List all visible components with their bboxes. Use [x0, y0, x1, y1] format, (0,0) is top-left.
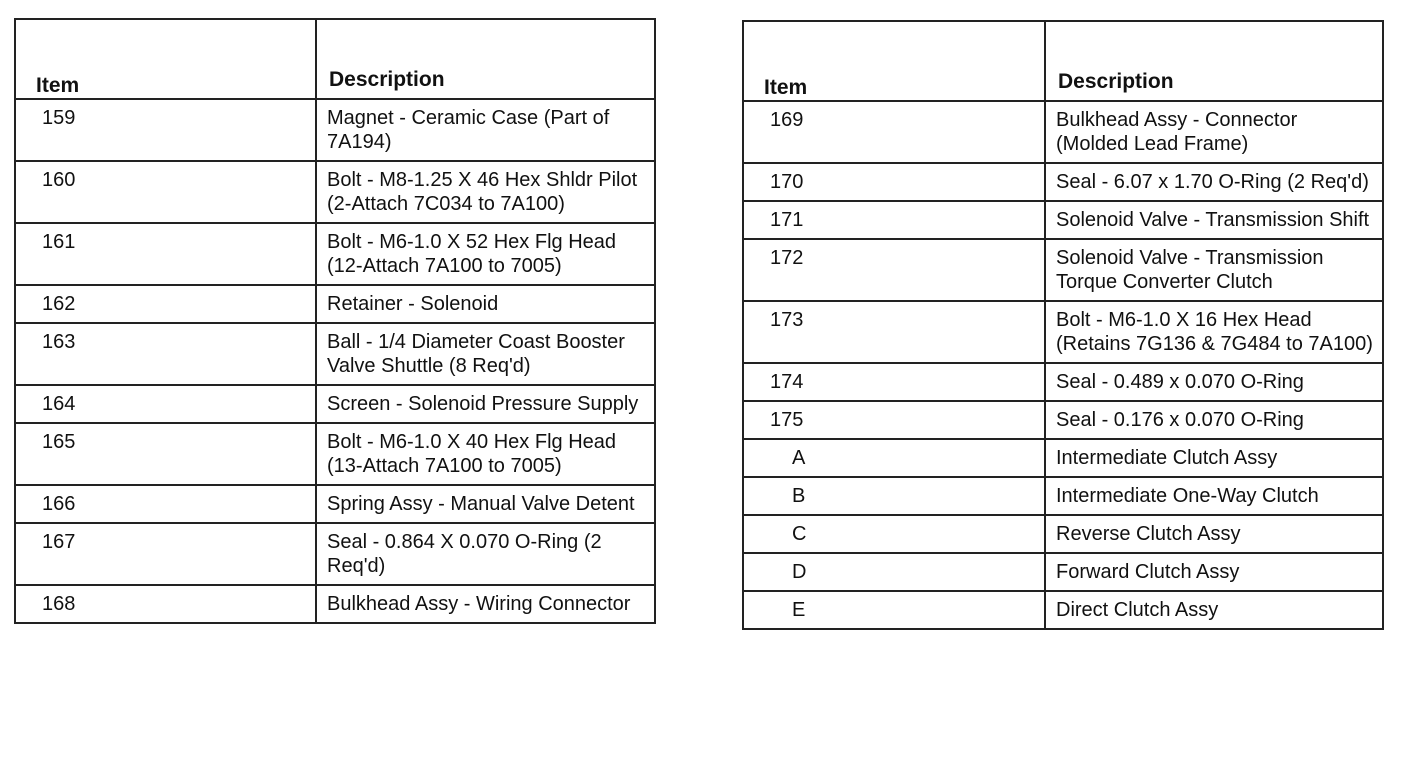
item-number: 162	[15, 285, 316, 323]
item-number: 164	[15, 385, 316, 423]
item-number: E	[743, 591, 1045, 629]
item-description: Bulkhead Assy - Connector (Molded Lead Frame)	[1045, 101, 1383, 163]
table-row	[15, 285, 655, 323]
table-row	[15, 585, 655, 623]
item-number: B	[743, 477, 1045, 515]
header-row	[15, 19, 655, 99]
item-description: Bolt - M6-1.0 X 40 Hex Flg Head (13-Attach 7A100 to 7005)	[316, 423, 655, 485]
table-row	[743, 477, 1383, 515]
item-description: Seal - 0.176 x 0.070 O-Ring	[1045, 401, 1383, 439]
table-row	[15, 323, 655, 385]
item-description: Seal - 6.07 x 1.70 O-Ring (2 Req'd)	[1045, 163, 1383, 201]
item-number: 174	[743, 363, 1045, 401]
item-description: Seal - 0.864 X 0.070 O-Ring (2 Req'd)	[316, 523, 655, 585]
item-number: 171	[743, 201, 1045, 239]
item-number: 165	[15, 423, 316, 485]
item-description: Magnet - Ceramic Case (Part of 7A194)	[316, 99, 655, 161]
item-description: Solenoid Valve - Transmission Shift	[1045, 201, 1383, 239]
item-description: Solenoid Valve - Transmission Torque Converter Clutch	[1045, 239, 1383, 301]
item-number: 160	[15, 161, 316, 223]
item-number: 170	[743, 163, 1045, 201]
item-number: 168	[15, 585, 316, 623]
item-number: D	[743, 553, 1045, 591]
item-description: Retainer - Solenoid	[316, 285, 655, 323]
table-row	[15, 423, 655, 485]
item-number: 159	[15, 99, 316, 161]
item-description: Bolt - M6-1.0 X 52 Hex Flg Head (12-Attach 7A100 to 7005)	[316, 223, 655, 285]
item-description: Screen - Solenoid Pressure Supply	[316, 385, 655, 423]
item-description: Seal - 0.489 x 0.070 O-Ring	[1045, 363, 1383, 401]
item-column-header: Item	[15, 19, 316, 99]
table-row	[743, 301, 1383, 363]
item-column-header: Item	[743, 21, 1045, 101]
item-number: 166	[15, 485, 316, 523]
item-number: 167	[15, 523, 316, 585]
table-row	[743, 553, 1383, 591]
item-description: Spring Assy - Manual Valve Detent	[316, 485, 655, 523]
item-number: 163	[15, 323, 316, 385]
table-row	[743, 201, 1383, 239]
table-row	[15, 385, 655, 423]
item-number: A	[743, 439, 1045, 477]
table-row	[743, 239, 1383, 301]
table-row	[743, 163, 1383, 201]
table-row	[743, 439, 1383, 477]
item-number: 161	[15, 223, 316, 285]
item-description: Intermediate Clutch Assy	[1045, 439, 1383, 477]
item-number: 175	[743, 401, 1045, 439]
parts-table-left	[14, 18, 656, 624]
item-description: Forward Clutch Assy	[1045, 553, 1383, 591]
table-row	[15, 485, 655, 523]
table-row	[15, 161, 655, 223]
item-number: 173	[743, 301, 1045, 363]
table-row	[743, 363, 1383, 401]
parts-table-right	[742, 20, 1384, 630]
item-number: 169	[743, 101, 1045, 163]
description-column-header: Description	[316, 19, 655, 99]
item-description: Intermediate One-Way Clutch	[1045, 477, 1383, 515]
item-description: Direct Clutch Assy	[1045, 591, 1383, 629]
table-row	[743, 101, 1383, 163]
table-row	[743, 515, 1383, 553]
table-row	[743, 401, 1383, 439]
table-row	[15, 223, 655, 285]
item-description: Bolt - M8-1.25 X 46 Hex Shldr Pilot (2-Attach 7C034 to 7A100)	[316, 161, 655, 223]
table-row	[15, 523, 655, 585]
item-description: Reverse Clutch Assy	[1045, 515, 1383, 553]
table-row	[743, 591, 1383, 629]
item-description: Bulkhead Assy - Wiring Connector	[316, 585, 655, 623]
description-column-header: Description	[1045, 21, 1383, 101]
item-number: 172	[743, 239, 1045, 301]
table-row	[15, 99, 655, 161]
header-row	[743, 21, 1383, 101]
item-number: C	[743, 515, 1045, 553]
item-description: Bolt - M6-1.0 X 16 Hex Head (Retains 7G136 & 7G484 to 7A100)	[1045, 301, 1383, 363]
item-description: Ball - 1/4 Diameter Coast Booster Valve Shuttle (8 Req'd)	[316, 323, 655, 385]
